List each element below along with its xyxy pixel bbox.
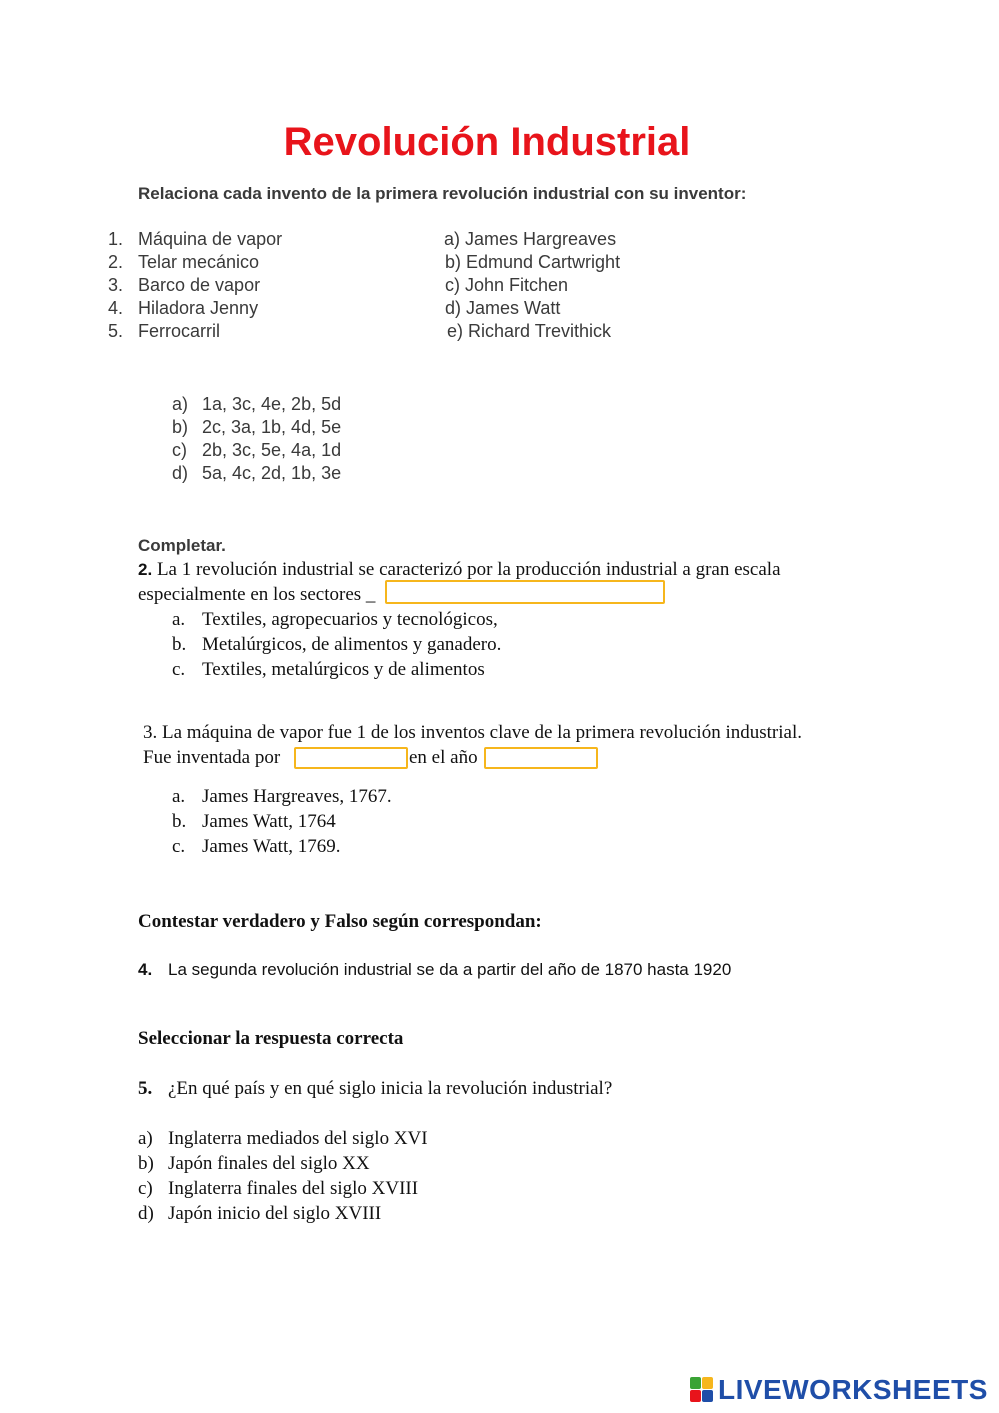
q2-answer-input[interactable] [385,580,665,604]
inventor-item: d) James Watt [445,298,561,318]
q1-option[interactable]: b) 2c, 3a, 1b, 4d, 5e [172,417,342,437]
select-heading: Seleccionar la respuesta correcta [138,1028,404,1049]
q3-inventor-input[interactable] [294,747,408,769]
q3-option[interactable]: a. James Hargreaves, 1767. [172,786,392,807]
q5-question: 5. ¿En qué país y en qué siglo inicia la revolución industrial? [138,1078,613,1099]
liveworksheets-logo [690,1372,988,1408]
q3-middle: en el año [409,747,478,768]
liveworksheets-logo-text: LIVEWORKSHEETS [718,1374,988,1405]
q2-line1: 2. La 1 revolución industrial se caracterizó por la producción industrial a gran escala [138,559,781,580]
complete-heading: Completar. [138,536,226,555]
inventor-item: b) Edmund Cartwright [445,252,621,272]
q2-line2: especialmente en los sectores _ [138,584,376,605]
q5-option[interactable]: b) Japón finales del siglo XX [138,1153,370,1174]
q1-option[interactable]: a) 1a, 3c, 4e, 2b, 5d [172,394,342,414]
q5-option[interactable]: d) Japón inicio del siglo XVIII [138,1203,382,1224]
page-title: Revolución Industrial [283,120,691,164]
q1-option[interactable]: d) 5a, 4c, 2d, 1b, 3e [172,463,342,483]
q3-year-input[interactable] [484,747,598,769]
q4-statement[interactable]: 4. La segunda revolución industrial se da a partir del año de 1870 hasta 1920 [138,960,732,979]
q2-option[interactable]: a. Textiles, agropecuarios y tecnológicos, [172,609,498,630]
invention-item: 3. Barco de vapor [108,275,261,295]
q3-prefix: Fue inventada por [143,747,281,768]
true-false-heading: Contestar verdadero y Falso según correspondan: [138,911,542,932]
q2-option[interactable]: c. Textiles, metalúrgicos y de alimentos [172,659,485,680]
inventor-item: c) John Fitchen [445,275,569,295]
invention-item: 2. Telar mecánico [108,252,260,272]
q5-option[interactable]: c) Inglaterra finales del siglo XVIII [138,1178,419,1199]
match-instruction: Relaciona cada invento de la primera revolución industrial con su inventor: [138,184,747,203]
inventor-item: a) James Hargreaves [444,229,617,249]
invention-item: 5. Ferrocarril [108,321,221,341]
q3-option[interactable]: b. James Watt, 1764 [172,811,336,832]
liveworksheets-logo-icon [690,1377,714,1403]
q1-option[interactable]: c) 2b, 3c, 5e, 4a, 1d [172,440,342,460]
q5-option[interactable]: a) Inglaterra mediados del siglo XVI [138,1128,428,1149]
q3-option[interactable]: c. James Watt, 1769. [172,836,341,857]
inventor-item: e) Richard Trevithick [447,321,612,341]
invention-item: 4. Hiladora Jenny [108,298,259,318]
invention-item: 1. Máquina de vapor [108,229,283,249]
q2-option[interactable]: b. Metalúrgicos, de alimentos y ganadero. [172,634,502,655]
q3-line1: 3. La máquina de vapor fue 1 de los inventos clave de la primera revolución industrial. [143,722,802,743]
